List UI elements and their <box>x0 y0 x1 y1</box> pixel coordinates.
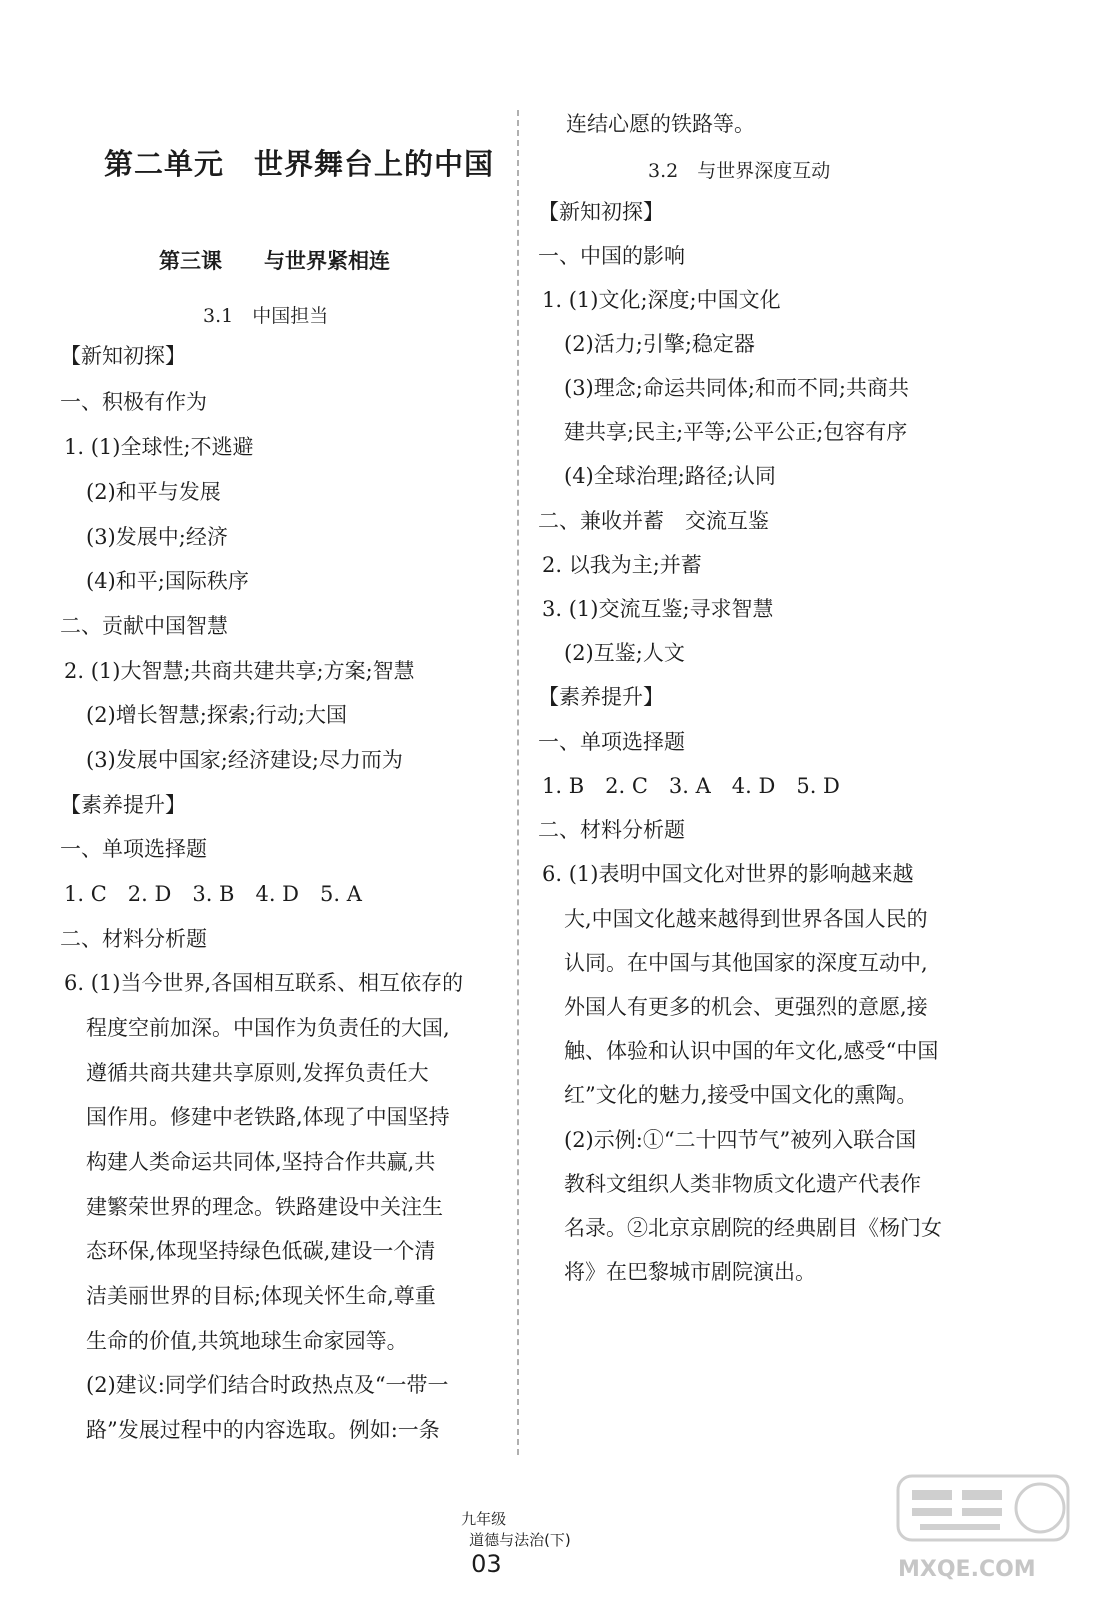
answer-line: 2. (1)大智慧;共商共建共享;方案;智慧 <box>64 659 415 683</box>
answer-line: 洁美丽世界的目标;体现关怀生命,尊重 <box>86 1284 436 1308</box>
answer-line: 6. (1)表明中国文化对世界的影响越来越 <box>542 862 914 886</box>
answer-line: 连结心愿的铁路等。 <box>566 112 755 136</box>
sub-heading: 二、材料分析题 <box>60 927 207 951</box>
answer-line: 认同。在中国与其他国家的深度互动中, <box>564 951 928 975</box>
lesson-title: 第三课 与世界紧相连 <box>159 249 390 273</box>
answer-line: 建繁荣世界的理念。铁路建设中关注生 <box>86 1195 443 1219</box>
heading-literacy: 【素养提升】 <box>60 793 186 817</box>
sub-heading: 一、中国的影响 <box>538 244 685 268</box>
answer-line: 红”文化的魅力,接受中国文化的熏陶。 <box>564 1083 918 1107</box>
page-number: 03 <box>471 1550 502 1578</box>
answer-line: 建共享;民主;平等;公平公正;包容有序 <box>564 420 908 444</box>
section-title-3-1: 3.1 中国担当 <box>203 305 329 327</box>
heading-literacy: 【素养提升】 <box>538 685 664 709</box>
sub-heading: 二、材料分析题 <box>538 818 685 842</box>
answer-line: (2)示例:①“二十四节气”被列入联合国 <box>564 1128 917 1152</box>
answer-line: 构建人类命运共同体,坚持合作共赢,共 <box>86 1150 436 1174</box>
sub-heading: 一、单项选择题 <box>60 837 207 861</box>
watermark-site: MXQE.COM <box>898 1557 1036 1582</box>
answer-line: (4)全球治理;路径;认同 <box>564 464 776 488</box>
footer-subject: 道德与法治(下) <box>469 1531 571 1549</box>
answer-line: 将》在巴黎城市剧院演出。 <box>564 1260 816 1284</box>
answer-line: 遵循共商共建共享原则,发挥负责任大 <box>86 1061 429 1085</box>
answer-line: 教科文组织人类非物质文化遗产代表作 <box>564 1172 921 1196</box>
page-footer <box>442 1490 571 1596</box>
answer-line: 路”发展过程中的内容选取。例如:一条 <box>86 1418 440 1442</box>
sub-heading: 一、积极有作为 <box>60 390 207 414</box>
answer-line: (3)发展中国家;经济建设;尽力而为 <box>86 748 403 772</box>
answer-line: (3)发展中;经济 <box>86 525 228 549</box>
answer-line: (4)和平;国际秩序 <box>86 569 249 593</box>
section-title-3-2: 3.2 与世界深度互动 <box>648 160 831 182</box>
answer-line: 1. (1)全球性;不逃避 <box>64 435 254 459</box>
answer-line: 触、体验和认识中国的年文化,感受“中国 <box>564 1039 939 1063</box>
answer-line: 大,中国文化越来越得到世界各国人民的 <box>564 907 928 931</box>
choice-answers: 1. B 2. C 3. A 4. D 5. D <box>542 774 840 798</box>
unit-title: 第二单元 世界舞台上的中国 <box>104 147 495 181</box>
footer-grade: 九年级 <box>461 1510 507 1528</box>
choice-answers: 1. C 2. D 3. B 4. D 5. A <box>64 882 362 906</box>
answer-line: (2)活力;引擎;稳定器 <box>564 332 755 356</box>
answer-line: (2)互鉴;人文 <box>564 641 685 665</box>
answer-line: (2)增长智慧;探索;行动;大国 <box>86 703 347 727</box>
watermark-logo <box>890 1468 1080 1588</box>
answer-line: 6. (1)当今世界,各国相互联系、相互依存的 <box>64 971 464 995</box>
answer-line: (2)和平与发展 <box>86 480 221 504</box>
column-divider <box>517 110 519 1455</box>
answer-line: 态环保,体现坚持绿色低碳,建设一个清 <box>86 1239 436 1263</box>
answer-line: (2)建议:同学们结合时政热点及“一带一 <box>86 1373 449 1397</box>
answer-line: 程度空前加深。中国作为负责任的大国, <box>86 1016 450 1040</box>
answer-line: 2. 以我为主;并蓄 <box>542 553 702 577</box>
answer-line: 名录。②北京京剧院的经典剧目《杨门女 <box>564 1216 942 1240</box>
answer-line: 3. (1)交流互鉴;寻求智慧 <box>542 597 774 621</box>
answer-line: 国作用。修建中老铁路,体现了中国坚持 <box>86 1105 450 1129</box>
sub-heading: 一、单项选择题 <box>538 730 685 754</box>
heading-new-knowledge: 【新知初探】 <box>538 200 664 224</box>
sub-heading: 二、兼收并蓄 交流互鉴 <box>538 509 769 533</box>
answer-line: 生命的价值,共筑地球生命家园等。 <box>86 1329 408 1353</box>
answer-line: (3)理念;命运共同体;和而不同;共商共 <box>564 376 909 400</box>
answer-line: 1. (1)文化;深度;中国文化 <box>542 288 781 312</box>
sub-heading: 二、贡献中国智慧 <box>60 614 228 638</box>
answer-line: 外国人有更多的机会、更强烈的意愿,接 <box>564 995 928 1019</box>
heading-new-knowledge: 【新知初探】 <box>60 344 186 368</box>
